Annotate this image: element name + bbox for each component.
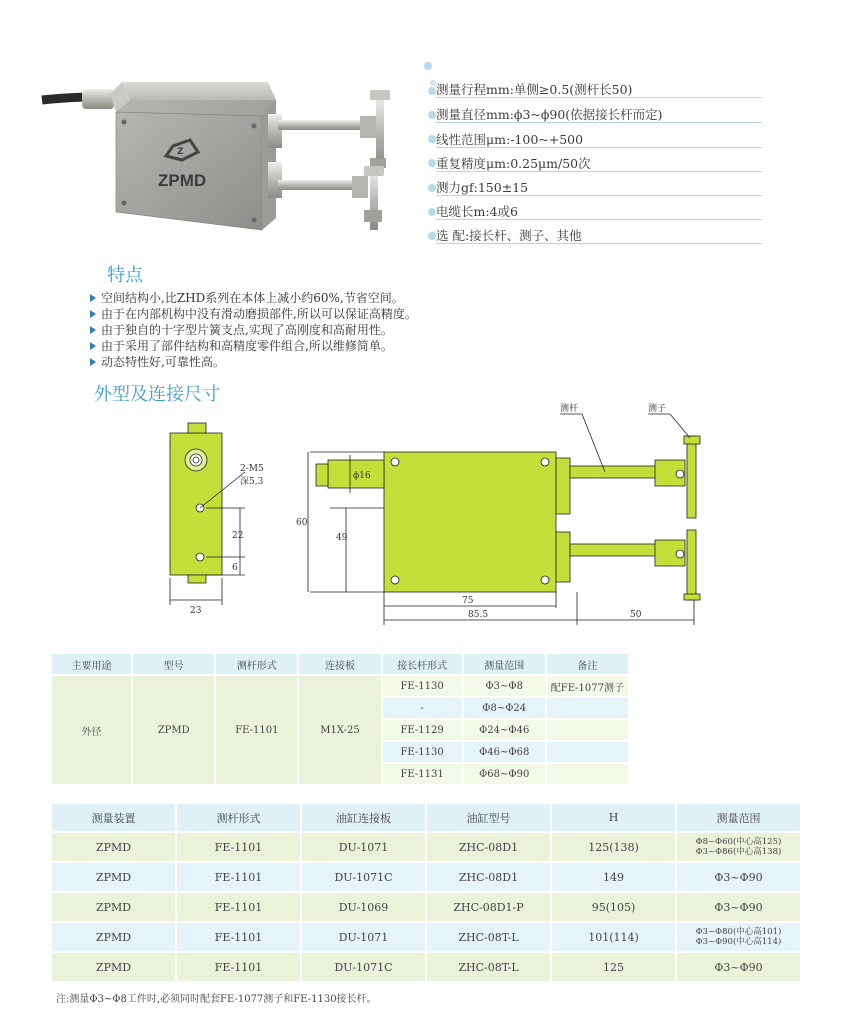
spec-underline bbox=[436, 122, 762, 123]
feature-text: 由于采用了部件结构和高精度零件组合,所以维修简单。 bbox=[101, 339, 393, 353]
table-cell: Φ68~Φ90 bbox=[464, 764, 545, 784]
table-cell: FE-1101 bbox=[216, 676, 297, 784]
table-cell: ZHC-08D1 bbox=[427, 833, 550, 861]
table-cell: DU-1071C bbox=[302, 863, 425, 891]
table-cell: FE-1131 bbox=[383, 764, 462, 784]
table-cell: DU-1071C bbox=[302, 953, 425, 981]
feature-text: 由于在内部机构中没有滑动磨损部件,所以可以保证高精度。 bbox=[101, 307, 417, 321]
cable bbox=[42, 97, 85, 100]
feature-text: 由于独自的十字型片簧支点,实现了高刚度和高耐用性。 bbox=[101, 323, 393, 337]
table-cell: FE-1129 bbox=[383, 720, 462, 740]
table-header: 测量装置 bbox=[52, 804, 175, 831]
product-photo bbox=[40, 70, 410, 245]
table-cell: ZHC-08T-L bbox=[427, 923, 550, 951]
table-row bbox=[52, 923, 800, 951]
dim-49: 49 bbox=[336, 533, 348, 543]
table-cell: 149 bbox=[552, 863, 675, 891]
table-row bbox=[52, 893, 800, 921]
table-cell: DU-1069 bbox=[302, 893, 425, 921]
spec-bullet-icon bbox=[428, 111, 436, 119]
table-cell: FE-1130 bbox=[383, 676, 462, 696]
table-cell: Φ3~Φ90 bbox=[677, 893, 800, 921]
spec-item: 线性范围μm:-100~+500 bbox=[436, 132, 584, 147]
table-cell bbox=[547, 742, 628, 762]
table-cell: ZHC-08D1-P bbox=[427, 893, 550, 921]
table-cell: FE-1101 bbox=[177, 953, 300, 981]
dim-23: 23 bbox=[190, 606, 202, 616]
table-header: 油缸型号 bbox=[427, 804, 550, 831]
selection-table bbox=[50, 652, 630, 786]
svg-text:Z: Z bbox=[177, 147, 184, 157]
table-cell: Φ24~Φ46 bbox=[464, 720, 545, 740]
dim-50: 50 bbox=[630, 610, 642, 620]
table-cell: 外径 bbox=[52, 676, 131, 784]
table-row bbox=[52, 953, 800, 981]
spec-item: 测量行程mm:单侧≥0.5(测杆长50) bbox=[436, 82, 633, 97]
dim-16: ϕ16 bbox=[353, 471, 371, 481]
triangle-bullet-icon bbox=[90, 294, 96, 302]
feature-text: 空间结构小,比ZHD系列在本体上减小约60%,节省空间。 bbox=[101, 291, 404, 305]
table-cell: 125(138) bbox=[552, 833, 675, 861]
table-cell bbox=[677, 923, 800, 951]
table-cell: FE-1130 bbox=[383, 742, 462, 762]
dim-6: 6 bbox=[232, 563, 238, 573]
triangle-bullet-icon bbox=[90, 310, 96, 318]
table-cell: 95(105) bbox=[552, 893, 675, 921]
spec-bullet-icon bbox=[428, 159, 436, 167]
table-cell: ZHC-08T-L bbox=[427, 953, 550, 981]
table-cell: FE-1101 bbox=[177, 923, 300, 951]
table-cell: ZPMD bbox=[52, 863, 175, 891]
range-line: Φ3~Φ80(中心高101) bbox=[695, 927, 782, 937]
features-title: 特点 bbox=[107, 265, 143, 286]
range-line: Φ8~Φ60(中心高125) bbox=[695, 837, 782, 847]
spec-bullet-icon bbox=[428, 232, 436, 240]
table-cell: ZPMD bbox=[52, 893, 175, 921]
table-header: 油缸连接板 bbox=[302, 804, 425, 831]
table-header: 连接板 bbox=[299, 654, 380, 674]
feature-item bbox=[90, 353, 225, 370]
cylinder-table bbox=[50, 802, 802, 983]
table-cell: Φ3~Φ90 bbox=[677, 863, 800, 891]
feature-item bbox=[90, 289, 404, 306]
table-header: 测量范围 bbox=[464, 654, 545, 674]
triangle-bullet-icon bbox=[90, 358, 96, 366]
spec-underline bbox=[436, 219, 762, 220]
feature-item bbox=[90, 337, 393, 354]
spec-item: 选 配:接长杆、测子、其他 bbox=[436, 228, 582, 243]
dim-85-5: 85.5 bbox=[468, 610, 489, 620]
spec-item: 测力gf:150±15 bbox=[436, 180, 529, 195]
spec-underline bbox=[436, 195, 762, 196]
table-cell bbox=[547, 764, 628, 784]
table-cell: FE-1101 bbox=[177, 863, 300, 891]
dimensions-title: 外型及连接尺寸 bbox=[94, 384, 220, 405]
table-header: 主要用途 bbox=[52, 654, 131, 674]
table-cell: Φ46~Φ68 bbox=[464, 742, 545, 762]
spec-underline bbox=[436, 97, 762, 98]
table-cell: ZPMD bbox=[133, 676, 214, 784]
table-cell: 125 bbox=[552, 953, 675, 981]
table-header: 测杆形式 bbox=[177, 804, 300, 831]
spec-underline bbox=[436, 243, 762, 244]
dimension-drawing bbox=[150, 400, 710, 630]
range-line: Φ3~Φ90(中心高114) bbox=[695, 937, 782, 947]
range-line: Φ3~Φ86(中心高138) bbox=[695, 847, 782, 857]
table-header: 备注 bbox=[547, 654, 628, 674]
table-cell bbox=[547, 698, 628, 718]
feature-item bbox=[90, 305, 417, 322]
spec-bullet-icon bbox=[428, 135, 436, 143]
footnote: 注:测量Φ3~Φ8工件时,必须同时配套FE-1077测子和FE-1130接长杆。 bbox=[56, 994, 377, 1005]
dim-22: 22 bbox=[232, 531, 244, 541]
feature-text: 动态特性好,可靠性高。 bbox=[101, 355, 225, 369]
table-cell: Φ8~Φ24 bbox=[464, 698, 545, 718]
table-cell: DU-1071 bbox=[302, 833, 425, 861]
dim-60: 60 bbox=[296, 518, 308, 528]
table-cell: 101(114) bbox=[552, 923, 675, 951]
table-cell: DU-1071 bbox=[302, 923, 425, 951]
table-cell: 配FE-1077测子 bbox=[547, 676, 628, 696]
table-cell: ZHC-08D1 bbox=[427, 863, 550, 891]
table-header: 型号 bbox=[133, 654, 214, 674]
triangle-bullet-icon bbox=[90, 342, 96, 350]
table-cell: - bbox=[383, 698, 462, 718]
table-cell: ZPMD bbox=[52, 953, 175, 981]
table-header: 测量范围 bbox=[677, 804, 800, 831]
table-cell bbox=[547, 720, 628, 740]
table-cell: FE-1101 bbox=[177, 893, 300, 921]
spec-underline bbox=[436, 171, 762, 172]
triangle-bullet-icon bbox=[90, 326, 96, 334]
label-tip: 测子 bbox=[648, 404, 667, 414]
spec-item: 测量直径mm:ϕ3~ϕ90(依据接长杆而定) bbox=[436, 107, 663, 122]
spec-underline bbox=[436, 147, 762, 148]
table-header: 接长杆形式 bbox=[383, 654, 462, 674]
table-row bbox=[52, 833, 800, 861]
spec-bullet-icon bbox=[428, 208, 436, 216]
dim-depth: 深5.3 bbox=[240, 477, 264, 487]
dim-75: 75 bbox=[462, 596, 474, 606]
table-cell: ZPMD bbox=[52, 923, 175, 951]
label-rod: 测杆 bbox=[560, 404, 579, 414]
spec-bullet-icon bbox=[428, 184, 436, 192]
table-cell: M1X-25 bbox=[299, 676, 380, 784]
table-cell bbox=[677, 833, 800, 861]
table-row bbox=[52, 863, 800, 891]
spec-item: 电缆长m:4或6 bbox=[436, 204, 518, 219]
dim-thread: 2-M5 bbox=[240, 464, 264, 474]
spec-item: 重复精度μm:0.25μm/50次 bbox=[436, 156, 591, 171]
table-cell: ZPMD bbox=[52, 833, 175, 861]
table-header: H bbox=[552, 804, 675, 831]
product-logo-text: ZPMD bbox=[158, 171, 207, 190]
spec-bullet-icon bbox=[428, 87, 436, 95]
feature-item bbox=[90, 321, 393, 338]
table-cell: Φ3~Φ8 bbox=[464, 676, 545, 696]
table-header: 测杆形式 bbox=[216, 654, 297, 674]
spec-bullet-icon bbox=[424, 62, 432, 70]
table-cell: Φ3~Φ90 bbox=[677, 953, 800, 981]
table-cell: FE-1101 bbox=[177, 833, 300, 861]
